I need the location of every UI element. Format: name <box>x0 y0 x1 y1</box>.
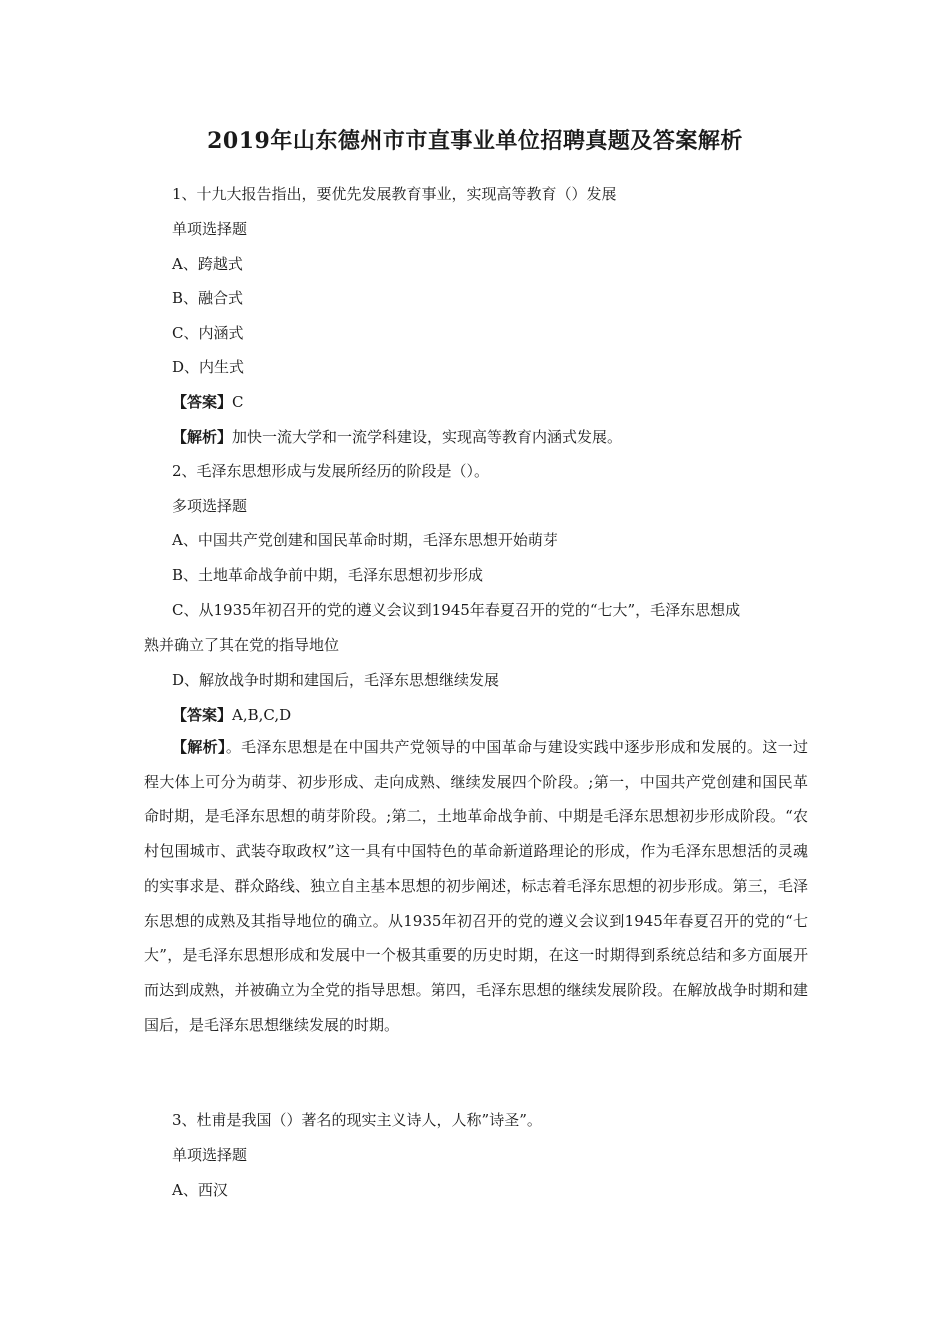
question-1-option-a: A、跨越式 <box>172 255 243 273</box>
answer-value: C <box>232 393 244 411</box>
question-1-stem: 1、十九大报告指出，要优先发展教育事业，实现高等教育（）发展 <box>172 185 617 203</box>
question-2-option-d: D、解放战争时期和建国后，毛泽东思想继续发展 <box>172 671 500 689</box>
question-1-analysis <box>172 426 622 447</box>
question-2-option-b: B、土地革命战争前中期，毛泽东思想初步形成 <box>172 566 484 584</box>
question-3-stem: 3、杜甫是我国（）著名的现实主义诗人，人称”诗圣”。 <box>172 1111 542 1129</box>
question-2-option-c: C、从1935年初召开的党的遵义会议到1945年春夏召开的党的“七大”，毛泽东思想成 <box>172 601 741 619</box>
analysis-text: 。毛泽东思想是在中国共产党领导的中国革命与建设实践中逐步形成和发展的。这一过程大体上可分为萌芽、初步形成、走向成熟、继续发展四个阶段。;第一，中国共产党创建和国民革命时期，是毛泽东思想的萌芽阶段。;第二，土地革命战争前、中期是毛泽东思想初步形成阶段。“农村包围城市、武装夺取政权”这一具有中国特色的革命新道路理论的形成，作为毛泽东思想活的灵魂的实事求是、群众路线、独立自主基本思想的初步阐述，标志着毛泽东思想的初步形成。第三，毛泽东思想的成熟及其指导地位的确立。从1935年初召开的党的遵义会议到1945年春夏召开的党的“七大”，是毛泽东思想形成和发展中一个极其重要的历史时期，在这一时期得到系统总结和多方面展开而达到成熟，并被确立为全党的指导思想。第四，毛泽东思想的继续发展阶段。在解放战争时期和建国后，是毛泽东思想继续发展的时期。 <box>144 738 808 1034</box>
question-1-type: 单项选择题 <box>172 220 248 238</box>
page-title: 2019年山东德州市市直事业单位招聘真题及答案解析 <box>207 128 743 154</box>
analysis-text: 加快一流大学和一流学科建设，实现高等教育内涵式发展。 <box>232 428 623 446</box>
question-2-stem: 2、毛泽东思想形成与发展所经历的阶段是（）。 <box>172 462 490 480</box>
question-2-analysis <box>144 730 808 1042</box>
question-1-answer <box>172 391 244 412</box>
question-1-option-b: B、融合式 <box>172 289 244 307</box>
question-2-option-c-cont: 熟并确立了其在党的指导地位 <box>144 636 340 654</box>
question-2-option-a: A、中国共产党创建和国民革命时期，毛泽东思想开始萌芽 <box>172 531 558 549</box>
analysis-label: 【解析】 <box>172 738 226 756</box>
analysis-label: 【解析】 <box>172 428 233 446</box>
question-2-answer <box>172 704 291 725</box>
answer-label: 【答案】 <box>172 393 233 411</box>
answer-label: 【答案】 <box>172 706 233 724</box>
question-1-option-d: D、内生式 <box>172 358 245 376</box>
question-2-type: 多项选择题 <box>172 497 248 515</box>
question-3-option-a: A、西汉 <box>172 1181 228 1199</box>
question-1-option-c: C、内涵式 <box>172 324 244 342</box>
question-3-type: 单项选择题 <box>172 1146 248 1164</box>
answer-value: A,B,C,D <box>232 706 292 724</box>
